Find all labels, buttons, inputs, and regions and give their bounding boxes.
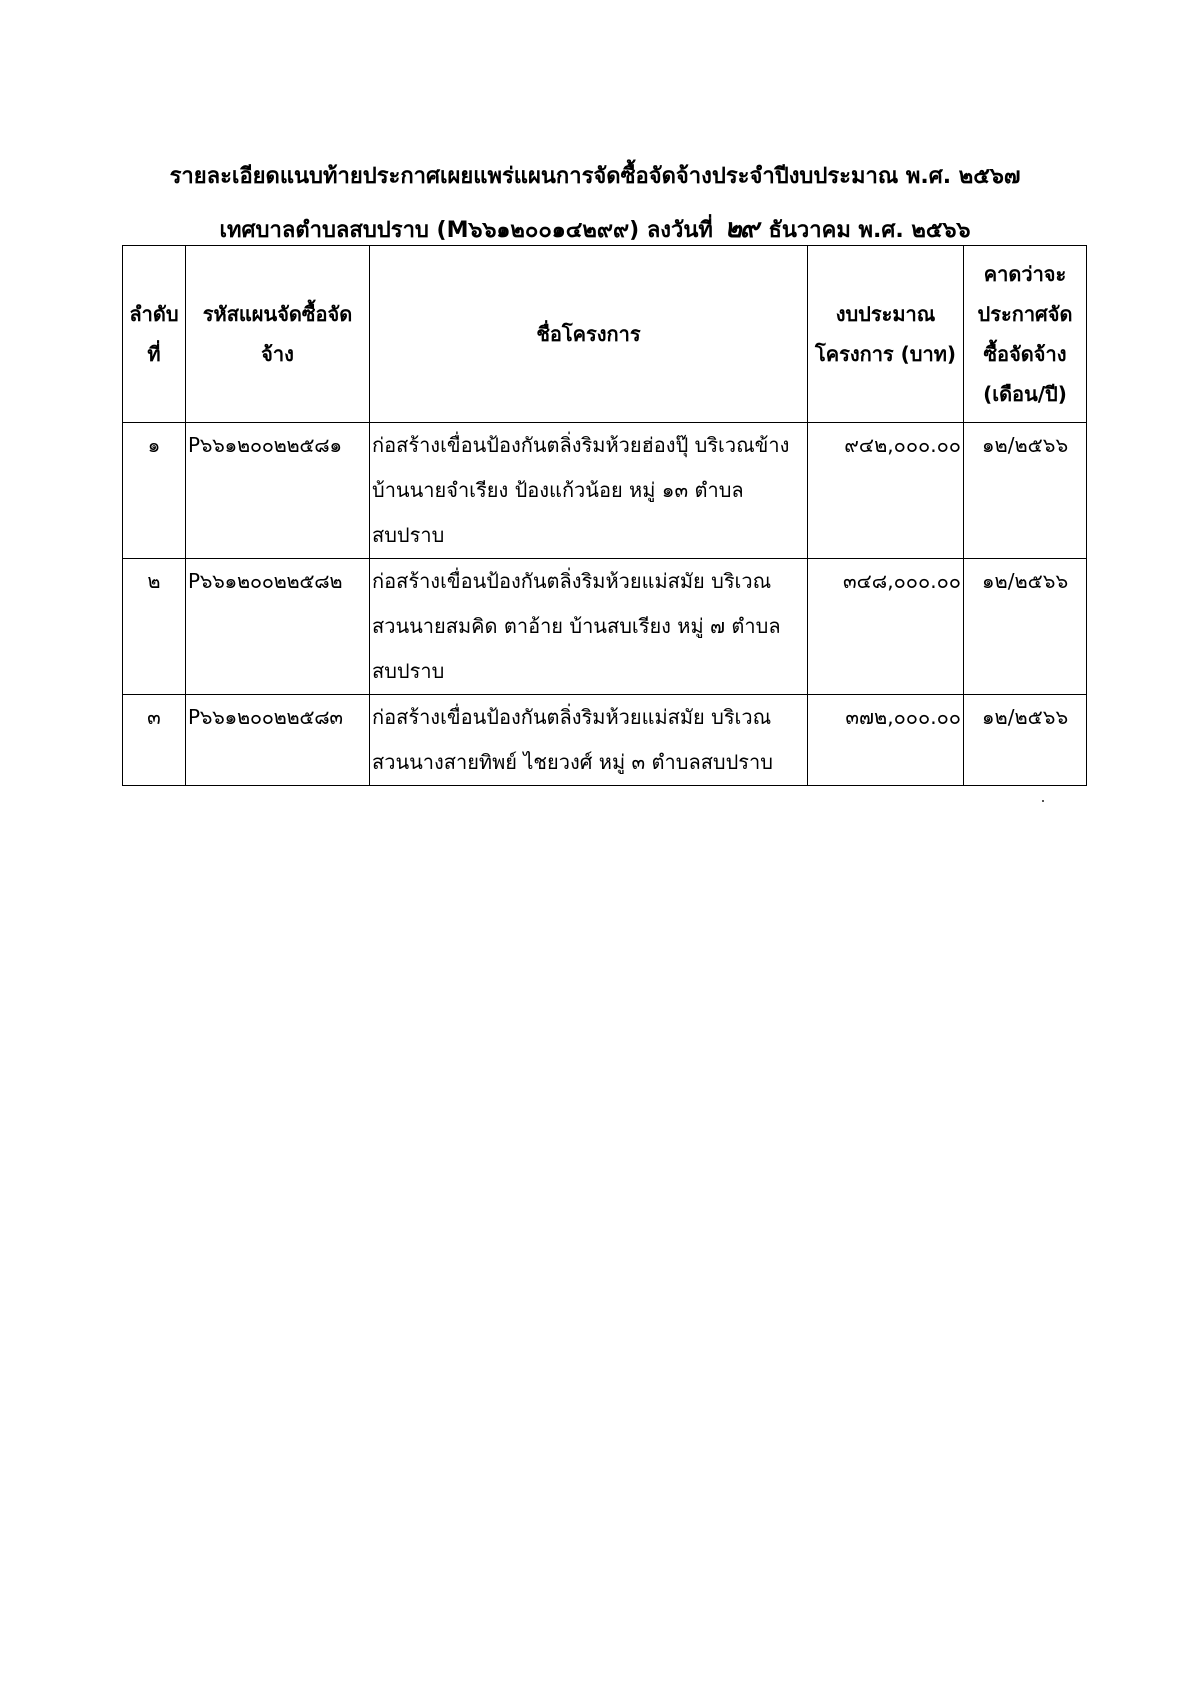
- handwritten-day: ๒๙: [724, 214, 757, 244]
- cell-name: ก่อสร้างเขื่อนป้องกันตลิ่งริมห้วยแม่สมัย บริเวณสวนนายสมคิด ตาอ้าย บ้านสบเรียง หมู่ ๗ ตำบลสบปราบ: [370, 559, 808, 695]
- header-code: รหัสแผนจัดซื้อจัดจ้าง: [186, 246, 370, 423]
- header-date: คาดว่าจะประกาศจัดซื้อจัดจ้าง (เดือน/ปี): [964, 246, 1087, 423]
- table-row: [123, 559, 1087, 695]
- table-row: [123, 695, 1087, 786]
- cell-budget: ๓๔๘,๐๐๐.๐๐: [808, 559, 964, 695]
- table-row: [123, 423, 1087, 559]
- subtitle-suffix: ธันวาคม พ.ศ. ๒๕๖๖: [768, 218, 971, 243]
- cell-date: ๑๒/๒๕๖๖: [964, 423, 1087, 559]
- header-no: ลำดับที่: [123, 246, 186, 423]
- header-budget: งบประมาณโครงการ (บาท): [808, 246, 964, 423]
- table-header-row: [123, 246, 1087, 423]
- cell-no: ๓: [123, 695, 186, 786]
- cell-no: ๒: [123, 559, 186, 695]
- subtitle-prefix: เทศบาลตำบลสบปราบ (M๖๖๑๒๐๐๑๔๒๙๙) ลงวันที่: [219, 218, 713, 243]
- header-name: ชื่อโครงการ: [370, 246, 808, 423]
- cell-budget: ๙๔๒,๐๐๐.๐๐: [808, 423, 964, 559]
- document-subtitle: [0, 208, 1190, 249]
- cell-code: P๖๖๑๒๐๐๒๒๕๘๑: [186, 423, 370, 559]
- cell-name: ก่อสร้างเขื่อนป้องกันตลิ่งริมห้วยแม่สมัย บริเวณสวนนางสายทิพย์ ไชยวงศ์ หมู่ ๓ ตำบลสบปราบ: [370, 695, 808, 786]
- cell-code: P๖๖๑๒๐๐๒๒๕๘๒: [186, 559, 370, 695]
- cell-code: P๖๖๑๒๐๐๒๒๕๘๓: [186, 695, 370, 786]
- cell-date: ๑๒/๒๕๖๖: [964, 695, 1087, 786]
- document-title: รายละเอียดแนบท้ายประกาศเผยแพร่แผนการจัดซื้อจัดจ้างประจำปีงบประมาณ พ.ศ. ๒๕๖๗: [169, 164, 1021, 189]
- cell-no: ๑: [123, 423, 186, 559]
- scan-speck: [1042, 800, 1044, 802]
- procurement-plan-table: [122, 245, 1087, 786]
- cell-name: ก่อสร้างเขื่อนป้องกันตลิ่งริมห้วยฮ่องปุ๊ บริเวณข้างบ้านนายจำเรียง ป้องแก้วน้อย หมู่ ๑๓ ตำบลสบปราบ: [370, 423, 808, 559]
- cell-date: ๑๒/๒๕๖๖: [964, 559, 1087, 695]
- cell-budget: ๓๗๒,๐๐๐.๐๐: [808, 695, 964, 786]
